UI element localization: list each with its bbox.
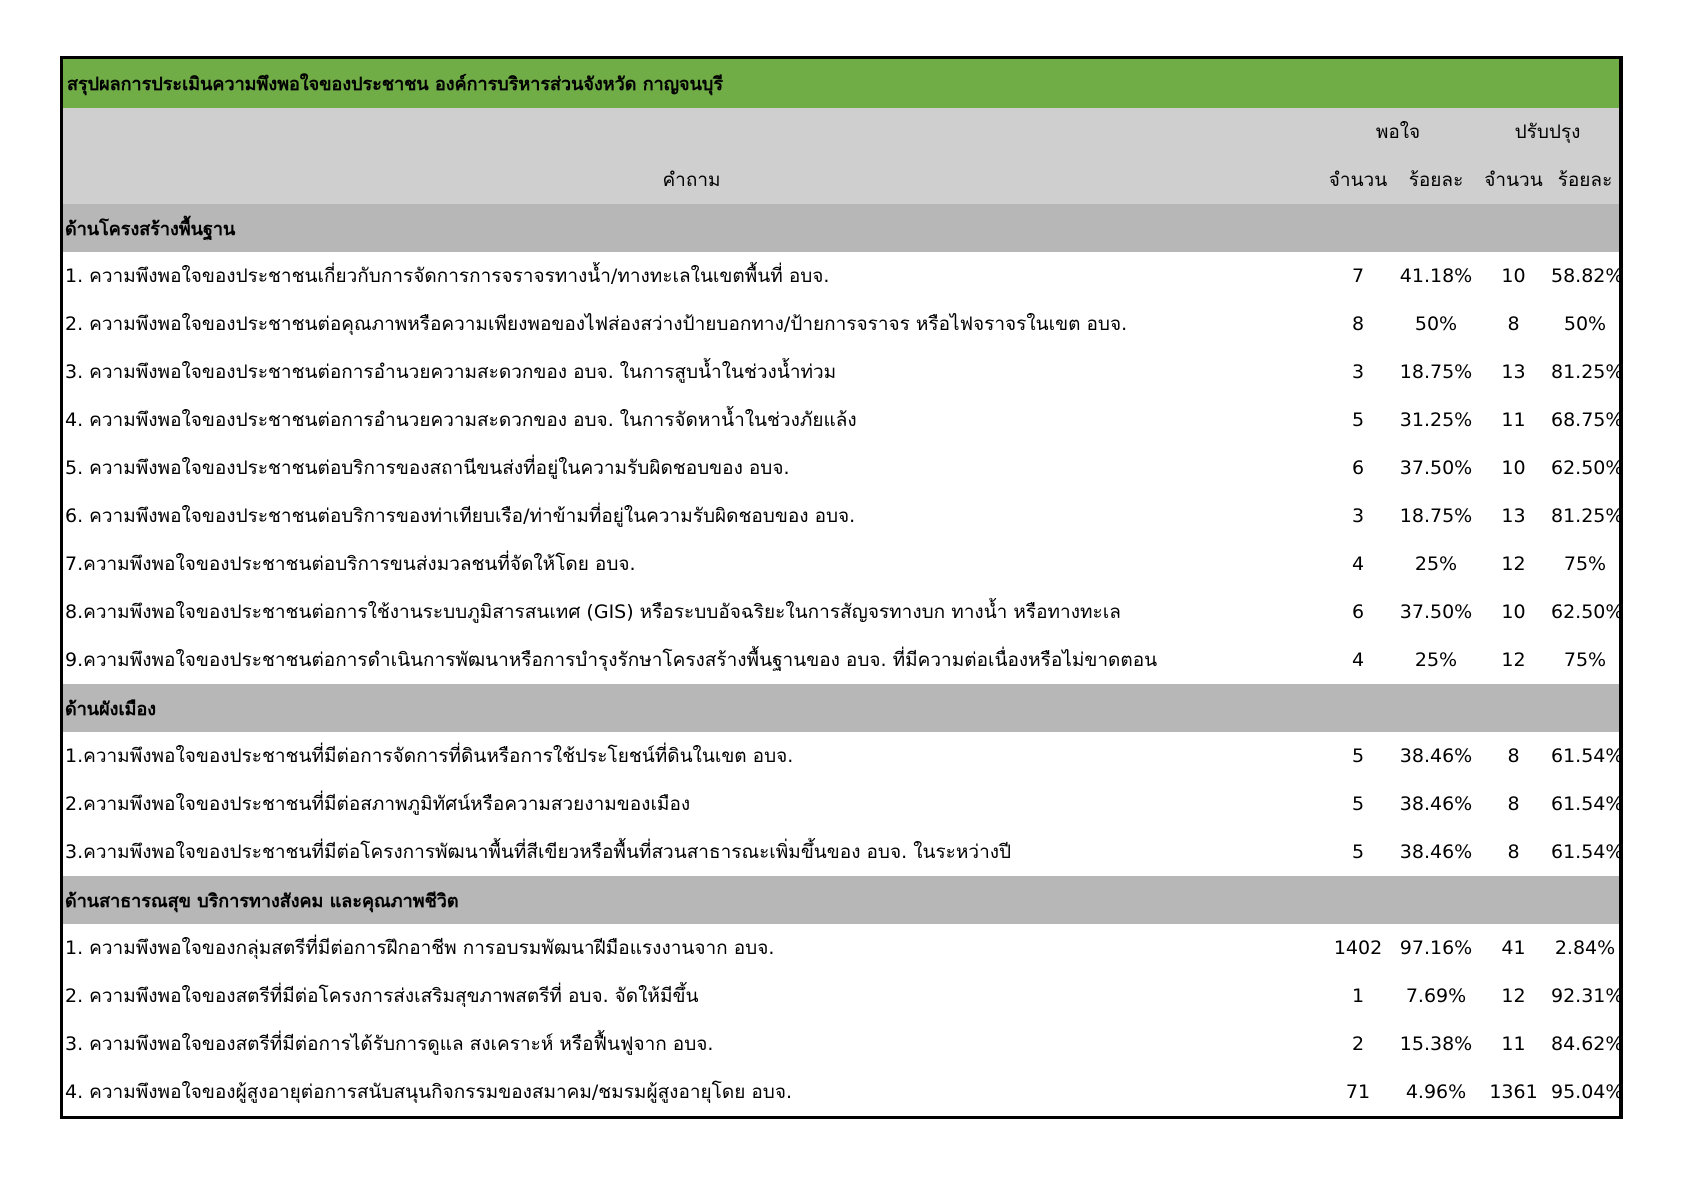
table-row [63, 348, 1624, 396]
satisfied-percent-cell: 25% [1414, 553, 1458, 575]
header-satisfied-group: พอใจ [1375, 121, 1421, 143]
improve-percent-cell: 58.82% [1551, 265, 1624, 287]
question-cell: 7.ความพึงพอใจของประชาชนต่อบริการขนส่งมวลชนที่จัดให้โดย อบจ. [65, 553, 636, 575]
improve-percent-cell: 61.54% [1551, 793, 1624, 815]
header-improve-percent: ร้อยละ [1557, 169, 1613, 191]
table-row [63, 1020, 1624, 1068]
improve-percent-cell: 62.50% [1551, 457, 1624, 479]
improve-count-cell: 10 [1501, 457, 1526, 479]
improve-percent-cell: 95.04% [1551, 1081, 1624, 1103]
satisfied-count-cell: 5 [1351, 745, 1365, 767]
satisfaction-summary-table [60, 56, 1623, 1119]
satisfied-percent-cell: 25% [1414, 649, 1458, 671]
improve-count-cell: 11 [1501, 409, 1526, 431]
satisfied-count-cell: 1402 [1333, 937, 1383, 959]
question-cell: 9.ความพึงพอใจของประชาชนต่อการดำเนินการพัฒนาหรือการบำรุงรักษาโครงสร้างพื้นฐานของ อบจ. ที่มีความต่อเนื่องหรือไม่ขาดตอน [65, 649, 1158, 671]
question-cell: 8.ความพึงพอใจของประชาชนต่อการใช้งานระบบภูมิสารสนเทศ (GIS) หรือระบบอัจฉริยะในการสัญจรทางบก ทางน้ำ หรือทางทะเล [65, 601, 1121, 623]
table-row [63, 972, 1624, 1020]
satisfied-count-cell: 3 [1351, 505, 1365, 527]
question-cell: 1. ความพึงพอใจของประชาชนเกี่ยวกับการจัดการการจราจรทางน้ำ/ทางทะเลในเขตพื้นที่ อบจ. [65, 265, 830, 287]
improve-count-cell: 13 [1501, 505, 1526, 527]
table-row [63, 396, 1624, 444]
table-row [63, 300, 1619, 348]
satisfied-percent-cell: 38.46% [1399, 745, 1473, 767]
satisfied-count-cell: 6 [1351, 457, 1365, 479]
satisfied-percent-cell: 38.46% [1399, 841, 1473, 863]
table-row [63, 252, 1624, 300]
improve-percent-cell: 81.25% [1551, 361, 1624, 383]
improve-count-cell: 12 [1501, 553, 1526, 575]
satisfied-count-cell: 7 [1351, 265, 1365, 287]
header-group-row [63, 108, 1619, 156]
satisfied-percent-cell: 31.25% [1399, 409, 1473, 431]
satisfied-percent-cell: 37.50% [1399, 457, 1473, 479]
improve-count-cell: 8 [1507, 313, 1520, 335]
question-cell: 3. ความพึงพอใจของประชาชนต่อการอำนวยความสะดวกของ อบจ. ในการสูบน้ำในช่วงน้ำท่วม [65, 361, 837, 383]
improve-count-cell: 8 [1507, 841, 1520, 863]
question-cell: 2.ความพึงพอใจของประชาชนที่มีต่อสภาพภูมิทัศน์หรือความสวยงามของเมือง [65, 793, 691, 815]
question-cell: 2. ความพึงพอใจของประชาชนต่อคุณภาพหรือความเพียงพอของไฟส่องสว่างป้ายบอกทาง/ป้ายการจราจร หรือไฟจราจรในเขต อบจ. [65, 313, 1128, 335]
satisfied-count-cell: 5 [1351, 793, 1365, 815]
satisfied-count-cell: 2 [1351, 1033, 1365, 1055]
satisfied-count-cell: 5 [1351, 841, 1365, 863]
satisfied-count-cell: 71 [1345, 1081, 1371, 1103]
question-cell: 3. ความพึงพอใจของสตรีที่มีต่อการได้รับการดูแล สงเคราะห์ หรือฟื้นฟูจาก อบจ. [65, 1033, 714, 1055]
satisfied-percent-cell: 18.75% [1399, 505, 1473, 527]
improve-count-cell: 1361 [1489, 1081, 1538, 1103]
improve-percent-cell: 61.54% [1551, 841, 1624, 863]
section-label: ด้านผังเมือง [65, 698, 157, 720]
table-row [63, 924, 1619, 972]
satisfied-count-cell: 1 [1351, 985, 1365, 1007]
satisfied-count-cell: 6 [1351, 601, 1365, 623]
section-header-row [63, 876, 1619, 924]
question-cell: 4. ความพึงพอใจของผู้สูงอายุต่อการสนับสนุนกิจกรรมของสมาคม/ชมรมผู้สูงอายุโดย อบจ. [65, 1081, 793, 1103]
satisfied-percent-cell: 41.18% [1399, 265, 1473, 287]
improve-count-cell: 10 [1501, 265, 1526, 287]
header-column-row [63, 156, 1619, 204]
question-cell: 4. ความพึงพอใจของประชาชนต่อการอำนวยความสะดวกของ อบจ. ในการจัดหาน้ำในช่วงภัยแล้ง [65, 409, 857, 431]
satisfied-count-cell: 3 [1351, 361, 1365, 383]
improve-percent-cell: 81.25% [1551, 505, 1624, 527]
header-satisfied-percent: ร้อยละ [1408, 169, 1464, 191]
section-header-row [63, 204, 1619, 252]
satisfied-percent-cell: 15.38% [1399, 1033, 1473, 1055]
header-question: คำถาม [662, 169, 721, 191]
section-header-row [63, 684, 1619, 732]
section-label: ด้านสาธารณสุข บริการทางสังคม และคุณภาพชีวิต [65, 890, 459, 912]
header-satisfied-count: จำนวน [1328, 169, 1388, 191]
question-cell: 6. ความพึงพอใจของประชาชนต่อบริการของท่าเทียบเรือ/ท่าข้ามที่อยู่ในความรับผิดชอบของ อบจ. [65, 505, 856, 527]
table-row [63, 444, 1624, 492]
improve-count-cell: 8 [1507, 793, 1520, 815]
question-cell: 1.ความพึงพอใจของประชาชนที่มีต่อการจัดการที่ดินหรือการใช้ประโยชน์ที่ดินในเขต อบจ. [65, 745, 794, 767]
table-row [63, 588, 1624, 636]
satisfied-percent-cell: 97.16% [1399, 937, 1473, 959]
table-row [63, 636, 1619, 684]
improve-count-cell: 12 [1501, 985, 1526, 1007]
question-cell: 5. ความพึงพอใจของประชาชนต่อบริการของสถานีขนส่งที่อยู่ในความรับผิดชอบของ อบจ. [65, 457, 790, 479]
question-cell: 1. ความพึงพอใจของกลุ่มสตรีที่มีต่อการฝึกอาชีพ การอบรมพัฒนาฝีมือแรงงานจาก อบจ. [65, 937, 775, 959]
improve-count-cell: 11 [1501, 1033, 1526, 1055]
table-row [63, 1068, 1624, 1116]
satisfied-percent-cell: 7.69% [1405, 985, 1467, 1007]
improve-percent-cell: 50% [1563, 313, 1607, 335]
improve-percent-cell: 2.84% [1554, 937, 1616, 959]
improve-count-cell: 13 [1501, 361, 1526, 383]
satisfied-count-cell: 8 [1351, 313, 1365, 335]
improve-percent-cell: 61.54% [1551, 745, 1624, 767]
question-cell: 3.ความพึงพอใจของประชาชนที่มีต่อโครงการพัฒนาพื้นที่สีเขียวหรือพื้นที่สวนสาธารณะเพิ่มขึ้นของ อบจ. ในระหว่างปี [65, 841, 1012, 863]
table-row [63, 732, 1624, 780]
satisfied-percent-cell: 4.96% [1405, 1081, 1467, 1103]
table-title: สรุปผลการประเมินความพึงพอใจของประชาชน องค์การบริหารส่วนจังหวัด กาญจนบุรี [67, 74, 723, 95]
improve-count-cell: 10 [1501, 601, 1526, 623]
improve-percent-cell: 84.62% [1551, 1033, 1624, 1055]
satisfied-percent-cell: 50% [1414, 313, 1458, 335]
improve-percent-cell: 62.50% [1551, 601, 1624, 623]
improve-percent-cell: 75% [1563, 649, 1607, 671]
improve-percent-cell: 68.75% [1551, 409, 1624, 431]
header-improve-group: ปรับปรุง [1514, 121, 1581, 143]
table-title-row [63, 59, 1619, 108]
improve-percent-cell: 75% [1563, 553, 1607, 575]
section-label: ด้านโครงสร้างพื้นฐาน [65, 218, 236, 240]
header-improve-count: จำนวน [1484, 169, 1543, 191]
improve-count-cell: 12 [1501, 649, 1526, 671]
improve-count-cell: 41 [1501, 937, 1526, 959]
satisfied-percent-cell: 38.46% [1399, 793, 1473, 815]
satisfied-count-cell: 5 [1351, 409, 1365, 431]
satisfied-count-cell: 4 [1351, 649, 1365, 671]
table-row [63, 828, 1624, 876]
table-body [63, 204, 1624, 1116]
satisfied-percent-cell: 37.50% [1399, 601, 1473, 623]
table-row [63, 492, 1624, 540]
satisfied-percent-cell: 18.75% [1399, 361, 1473, 383]
satisfied-count-cell: 4 [1351, 553, 1365, 575]
improve-percent-cell: 92.31% [1551, 985, 1624, 1007]
table-row [63, 540, 1619, 588]
table-row [63, 780, 1624, 828]
improve-count-cell: 8 [1507, 745, 1520, 767]
question-cell: 2. ความพึงพอใจของสตรีที่มีต่อโครงการส่งเสริมสุขภาพสตรีที่ อบจ. จัดให้มีขึ้น [65, 985, 699, 1007]
